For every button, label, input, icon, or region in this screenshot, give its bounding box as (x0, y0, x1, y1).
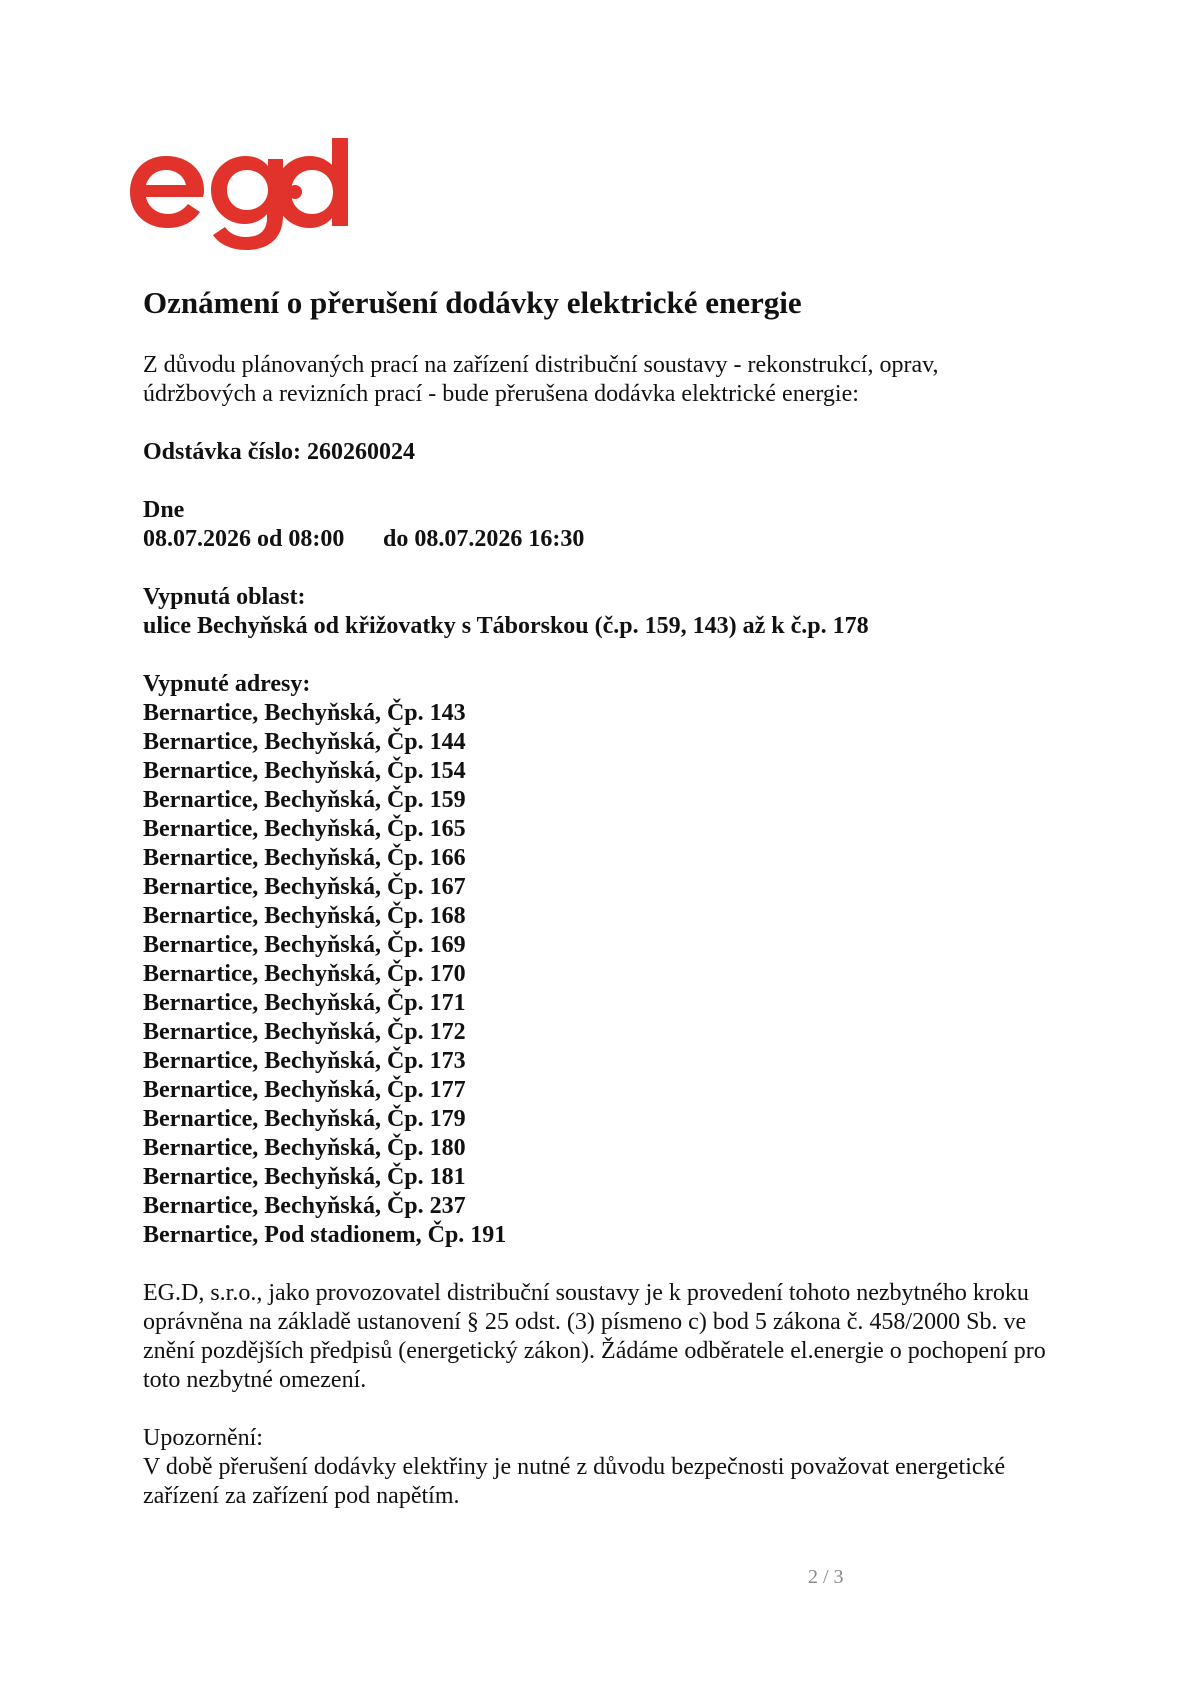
address-item: Bernartice, Bechyňská, Čp. 173 (143, 1048, 466, 1074)
address-item: Bernartice, Bechyňská, Čp. 144 (143, 729, 466, 755)
warning-line: zařízení za zařízení pod napětím. (143, 1483, 460, 1509)
date-to: do 08.07.2026 16:30 (383, 526, 585, 552)
warning-label: Upozornění: (143, 1425, 263, 1451)
address-item: Bernartice, Bechyňská, Čp. 159 (143, 787, 466, 813)
address-list (143, 699, 1083, 1250)
intro-line: Z důvodu plánovaných prací na zařízení distribuční soustavy - rekonstrukcí, oprav, (143, 352, 939, 378)
address-item: Bernartice, Bechyňská, Čp. 154 (143, 758, 466, 784)
intro-line: údržbových a revizních prací - bude přerušena dodávka elektrické energie: (143, 381, 859, 407)
egd-logo (128, 138, 348, 250)
notice-content (143, 283, 1083, 1511)
legal-line: oprávněna na základě ustanovení § 25 odst. (3) písmeno c) bod 5 zákona č. 458/2000 Sb. ve (143, 1309, 1027, 1335)
address-item: Bernartice, Bechyňská, Čp. 143 (143, 700, 466, 726)
address-item: Bernartice, Bechyňská, Čp. 179 (143, 1106, 466, 1132)
address-item: Bernartice, Bechyňská, Čp. 172 (143, 1019, 466, 1045)
address-item: Bernartice, Bechyňská, Čp. 169 (143, 932, 466, 958)
notice-title: Oznámení o přerušení dodávky elektrické energie (143, 285, 802, 320)
address-item: Bernartice, Bechyňská, Čp. 180 (143, 1135, 466, 1161)
date-label: Dne (143, 497, 185, 523)
address-item: Bernartice, Bechyňská, Čp. 177 (143, 1077, 466, 1103)
address-item: Bernartice, Pod stadionem, Čp. 191 (143, 1222, 507, 1248)
address-item: Bernartice, Bechyňská, Čp. 170 (143, 961, 466, 987)
legal-line: EG.D, s.r.o., jako provozovatel distribuční soustavy je k provedení tohoto nezbytného kroku (143, 1280, 1029, 1306)
outage-number: Odstávka číslo: 260260024 (143, 439, 416, 465)
address-item: Bernartice, Bechyňská, Čp. 167 (143, 874, 466, 900)
date-range (143, 525, 1083, 554)
address-item: Bernartice, Bechyňská, Čp. 237 (143, 1193, 466, 1219)
addresses-label: Vypnuté adresy: (143, 671, 311, 697)
page-number: 2 / 3 (808, 1566, 844, 1588)
legal-line: toto nezbytné omezení. (143, 1367, 367, 1393)
date-from: 08.07.2026 od 08:00 (143, 526, 345, 552)
address-item: Bernartice, Bechyňská, Čp. 166 (143, 845, 466, 871)
area-value: ulice Bechyňská od křižovatky s Táborskou (č.p. 159, 143) až k č.p. 178 (143, 613, 869, 639)
legal-line: znění pozdějších předpisů (energetický zákon). Žádáme odběratele el.energie o pochopení pro (143, 1338, 1046, 1364)
warning-line: V době přerušení dodávky elektřiny je nutné z důvodu bezpečnosti považovat energetické (143, 1454, 1006, 1480)
address-item: Bernartice, Bechyňská, Čp. 168 (143, 903, 466, 929)
address-item: Bernartice, Bechyňská, Čp. 181 (143, 1164, 466, 1190)
area-label: Vypnutá oblast: (143, 584, 306, 610)
address-item: Bernartice, Bechyňská, Čp. 165 (143, 816, 466, 842)
address-item: Bernartice, Bechyňská, Čp. 171 (143, 990, 466, 1016)
